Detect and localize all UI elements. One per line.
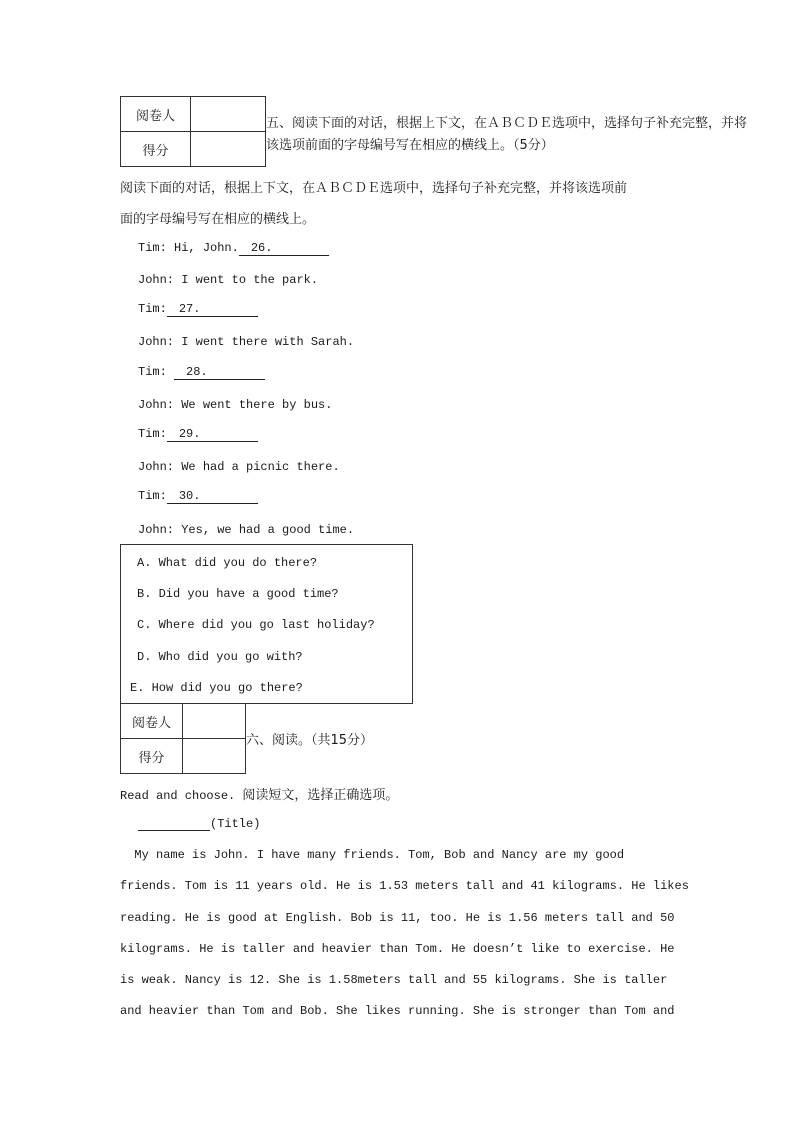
dialogue-line bbox=[138, 241, 329, 256]
speaker: Tim: bbox=[138, 302, 167, 316]
section5-heading-line2: 该选项前面的字母编号写在相应的横线上。（5分） bbox=[266, 138, 554, 153]
dialogue-line bbox=[138, 460, 340, 474]
answer-blank-30[interactable]: 30. bbox=[167, 489, 258, 504]
score-table-section5 bbox=[120, 96, 266, 167]
option-c: C. Where did you go last holiday? bbox=[137, 618, 375, 632]
dialogue-line bbox=[138, 365, 265, 380]
line-text: Yes, we had a good time. bbox=[181, 523, 355, 537]
line-text: Hi, John. bbox=[174, 241, 239, 255]
instruction-zh: 阅读短文，选择正确选项。 bbox=[242, 788, 399, 803]
speaker: Tim: bbox=[138, 489, 167, 503]
answer-blank-27[interactable]: 27. bbox=[167, 302, 258, 317]
option-d: D. Who did you go with? bbox=[137, 650, 303, 664]
speaker: John: bbox=[138, 398, 182, 412]
score-label: 得分 bbox=[121, 739, 183, 774]
section6-heading: 六、阅读。（共15分） bbox=[246, 733, 374, 748]
speaker: John: bbox=[138, 273, 182, 287]
score-label: 得分 bbox=[121, 132, 191, 167]
line-text: I went to the park. bbox=[181, 273, 319, 287]
score-cell[interactable] bbox=[183, 739, 246, 774]
reviewer-cell[interactable] bbox=[183, 704, 246, 739]
reviewer-label: 阅卷人 bbox=[121, 97, 191, 132]
dialogue-line bbox=[138, 427, 258, 442]
speaker: John: bbox=[138, 460, 182, 474]
section6-instruction bbox=[120, 784, 398, 803]
section5-instruction-line1: 阅读下面的对话，根据上下文，在ＡＢＣＤＥ选项中，选择句子补充完整，并将该选项前 bbox=[120, 181, 628, 196]
passage-line: reading. He is good at English. Bob is 11, too. He is 1.56 meters tall and 50 bbox=[120, 911, 675, 925]
dialogue-line bbox=[138, 523, 354, 537]
passage-line: friends. Tom is 11 years old. He is 1.53 meters tall and 41 kilograms. He likes bbox=[120, 879, 689, 893]
answer-blank-26[interactable]: 26. bbox=[239, 241, 329, 256]
option-e: E. How did you go there? bbox=[130, 681, 303, 695]
line-text: I went there with Sarah. bbox=[181, 335, 355, 349]
title-label: (Title) bbox=[210, 817, 261, 831]
passage-line: My name is John. I have many friends. Tom, Bob and Nancy are my good bbox=[120, 848, 625, 862]
dialogue-line bbox=[138, 273, 318, 287]
dialogue-line bbox=[138, 398, 332, 412]
reviewer-label: 阅卷人 bbox=[121, 704, 183, 739]
passage-line: kilograms. He is taller and heavier than Tom. He doesn’t like to exercise. He bbox=[120, 942, 675, 956]
title-line bbox=[138, 817, 260, 831]
option-b: B. Did you have a good time? bbox=[137, 587, 339, 601]
speaker: John: bbox=[138, 523, 182, 537]
dialogue-line bbox=[138, 302, 258, 317]
speaker: Tim: bbox=[138, 427, 167, 441]
answer-blank-28[interactable]: 28. bbox=[174, 365, 265, 380]
line-text: We went there by bus. bbox=[181, 398, 333, 412]
passage-line: and heavier than Tom and Bob. She likes running. She is stronger than Tom and bbox=[120, 1004, 675, 1018]
speaker: Tim: bbox=[138, 365, 175, 379]
dialogue-line bbox=[138, 489, 258, 504]
speaker: John: bbox=[138, 335, 182, 349]
score-table-section6 bbox=[120, 703, 246, 774]
option-a: A. What did you do there? bbox=[137, 556, 318, 570]
title-blank[interactable] bbox=[138, 818, 210, 831]
line-text: We had a picnic there. bbox=[181, 460, 340, 474]
section5-heading-line1: 五、阅读下面的对话，根据上下文，在ＡＢＣＤＥ选项中，选择句子补充完整，并将 bbox=[266, 116, 748, 131]
score-cell[interactable] bbox=[191, 132, 266, 167]
section5-instruction-line2: 面的字母编号写在相应的横线上。 bbox=[120, 212, 316, 227]
dialogue-line bbox=[138, 335, 354, 349]
speaker: Tim: bbox=[138, 241, 175, 255]
answer-blank-29[interactable]: 29. bbox=[167, 427, 258, 442]
reviewer-cell[interactable] bbox=[191, 97, 266, 132]
instruction-en: Read and choose. bbox=[120, 789, 243, 803]
passage-line: is weak. Nancy is 12. She is 1.58meters tall and 55 kilograms. She is taller bbox=[120, 973, 668, 987]
